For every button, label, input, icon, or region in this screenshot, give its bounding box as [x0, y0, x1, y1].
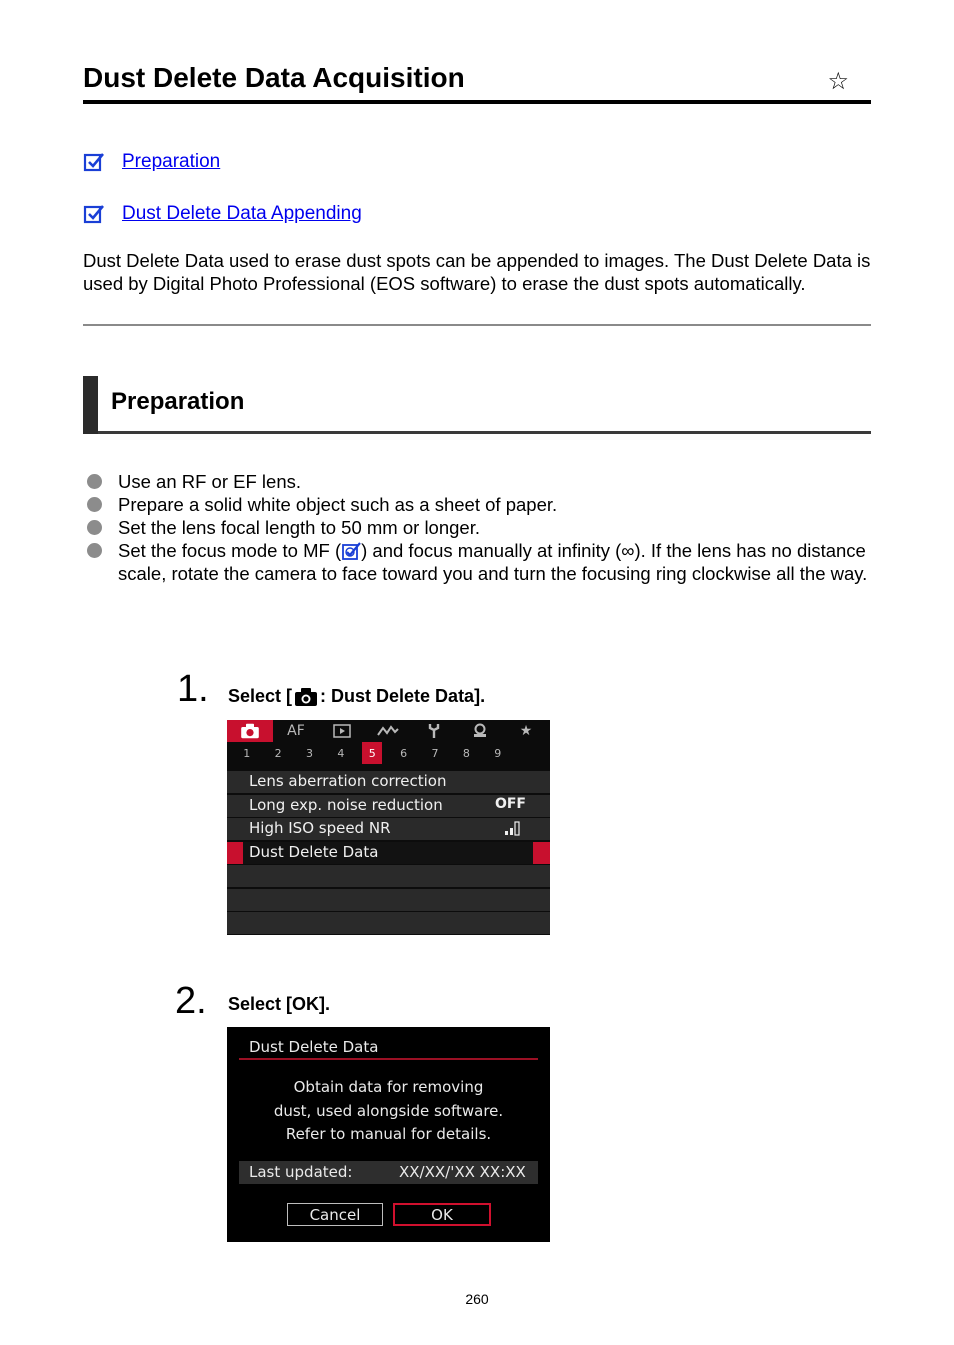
check-box-icon — [83, 151, 105, 173]
menu-tabs — [227, 720, 550, 742]
menu-row-empty — [227, 865, 550, 887]
dialog-message-line: Obtain data for removing — [293, 1078, 484, 1096]
menu-page-numbers — [227, 742, 550, 764]
section-bar — [83, 376, 98, 434]
list-item — [83, 470, 871, 493]
bullet-icon — [87, 497, 102, 512]
my-menu-star-icon: ★ — [519, 723, 533, 739]
link-dust-delete-data-appending[interactable]: Dust Delete Data Appending — [122, 203, 362, 224]
check-box-icon — [83, 203, 105, 225]
ok-button[interactable]: OK — [393, 1203, 491, 1226]
step-number: 1. — [177, 668, 209, 710]
menu-page[interactable]: 7 — [431, 746, 439, 760]
bullet-icon — [87, 474, 102, 489]
camera-icon — [240, 723, 260, 739]
tab-playback[interactable] — [319, 720, 365, 742]
divider — [83, 324, 871, 326]
tab-shooting[interactable] — [227, 720, 273, 742]
menu-row-lens-aberration[interactable] — [227, 771, 550, 793]
list-item-text: Prepare a solid white object such as a sheet of paper. — [118, 494, 558, 515]
step-text: Select [OK]. — [228, 994, 331, 1014]
dialog-title: Dust Delete Data — [249, 1038, 379, 1056]
wireless-icon — [377, 724, 399, 738]
step-number: 2. — [175, 980, 207, 1022]
menu-page[interactable]: 4 — [337, 746, 345, 760]
tab-custom-functions[interactable] — [457, 720, 503, 742]
step-instruction — [228, 994, 330, 1015]
menu-row-empty — [227, 912, 550, 934]
section-title: Preparation — [111, 388, 245, 415]
list-item-text: Use an RF or EF lens. — [118, 471, 302, 492]
menu-page[interactable]: 1 — [243, 746, 251, 760]
dialog-message-line: Refer to manual for details. — [285, 1125, 492, 1143]
last-updated-label: Last updated: — [249, 1163, 353, 1181]
list-item — [83, 516, 871, 539]
section-heading-preparation — [83, 376, 871, 434]
last-updated-value: XX/XX/'XX XX:XX — [399, 1163, 526, 1181]
camera-icon — [294, 687, 318, 707]
list-item-text: Set the lens focal length to 50 mm or longer. — [118, 517, 480, 538]
dialog-message-line: dust, used alongside software. — [273, 1101, 504, 1120]
step-text-before: Select [ — [228, 686, 293, 706]
preparation-list — [83, 470, 871, 585]
menu-row-label: Dust Delete Data — [249, 842, 379, 861]
menu-page[interactable]: 9 — [494, 746, 502, 760]
page-title: Dust Delete Data Acquisition — [83, 62, 465, 93]
list-item-text: ) and focus manually at infinity (∞). If the lens has no distance scale, rotate the camera to face toward you and turn the focusing ring clockwise all the way. — [118, 540, 868, 584]
list-item — [83, 539, 871, 585]
dialog-divider — [239, 1058, 538, 1060]
cancel-button[interactable]: Cancel — [287, 1203, 383, 1226]
custom-functions-icon — [472, 723, 488, 739]
intro-paragraph: Dust Delete Data used to erase dust spots can be appended to images. The Dust Delete Data is used by Digital Photo Professional (EOS software) to erase the dust spots automatically. — [83, 250, 871, 294]
menu-row-label: Long exp. noise reduction — [249, 795, 443, 814]
star-icon: ☆ — [827, 68, 849, 95]
tab-af-label: AF — [287, 723, 305, 739]
mf-switch-icon — [341, 541, 361, 561]
nr-level-icon — [504, 821, 522, 836]
list-item — [83, 493, 871, 516]
menu-page[interactable]: 8 — [462, 746, 470, 760]
menu-row-label: Lens aberration correction — [249, 772, 447, 790]
dialog-message — [227, 1076, 550, 1147]
menu-page[interactable]: 3 — [305, 746, 313, 760]
toc-item-preparation[interactable] — [83, 148, 220, 176]
link-preparation[interactable]: Preparation — [122, 151, 221, 172]
toc-item-dust-delete-data-appending[interactable] — [83, 200, 362, 228]
menu-row-dust-delete-data[interactable] — [227, 842, 550, 864]
tab-setup[interactable] — [411, 720, 457, 742]
tab-my-menu[interactable] — [503, 720, 549, 742]
wrench-icon — [427, 723, 441, 739]
camera-menu-screen — [227, 720, 550, 935]
tab-wireless[interactable] — [365, 720, 411, 742]
bullet-icon — [87, 520, 102, 535]
page-number: 260 — [465, 1291, 489, 1307]
menu-page[interactable]: 6 — [400, 746, 408, 760]
menu-row-empty — [227, 889, 550, 911]
menu-row-label: High ISO speed NR — [249, 819, 391, 837]
list-item-text: Set the focus mode to MF ( — [118, 540, 342, 561]
playback-icon — [333, 724, 351, 738]
step-text-after: : Dust Delete Data]. — [320, 686, 486, 706]
dust-delete-dialog-screen — [227, 1027, 550, 1242]
last-updated-row — [239, 1161, 538, 1184]
menu-row-long-exp-nr[interactable] — [227, 795, 550, 817]
bullet-icon — [87, 543, 102, 558]
menu-row-value: OFF — [494, 795, 526, 812]
page-title-bar — [83, 60, 871, 104]
tab-af[interactable] — [273, 720, 319, 742]
step-instruction — [228, 686, 485, 707]
menu-page[interactable]: 2 — [274, 746, 282, 760]
menu-page-active[interactable]: 5 — [362, 742, 382, 764]
menu-row-high-iso-nr[interactable] — [227, 818, 550, 840]
